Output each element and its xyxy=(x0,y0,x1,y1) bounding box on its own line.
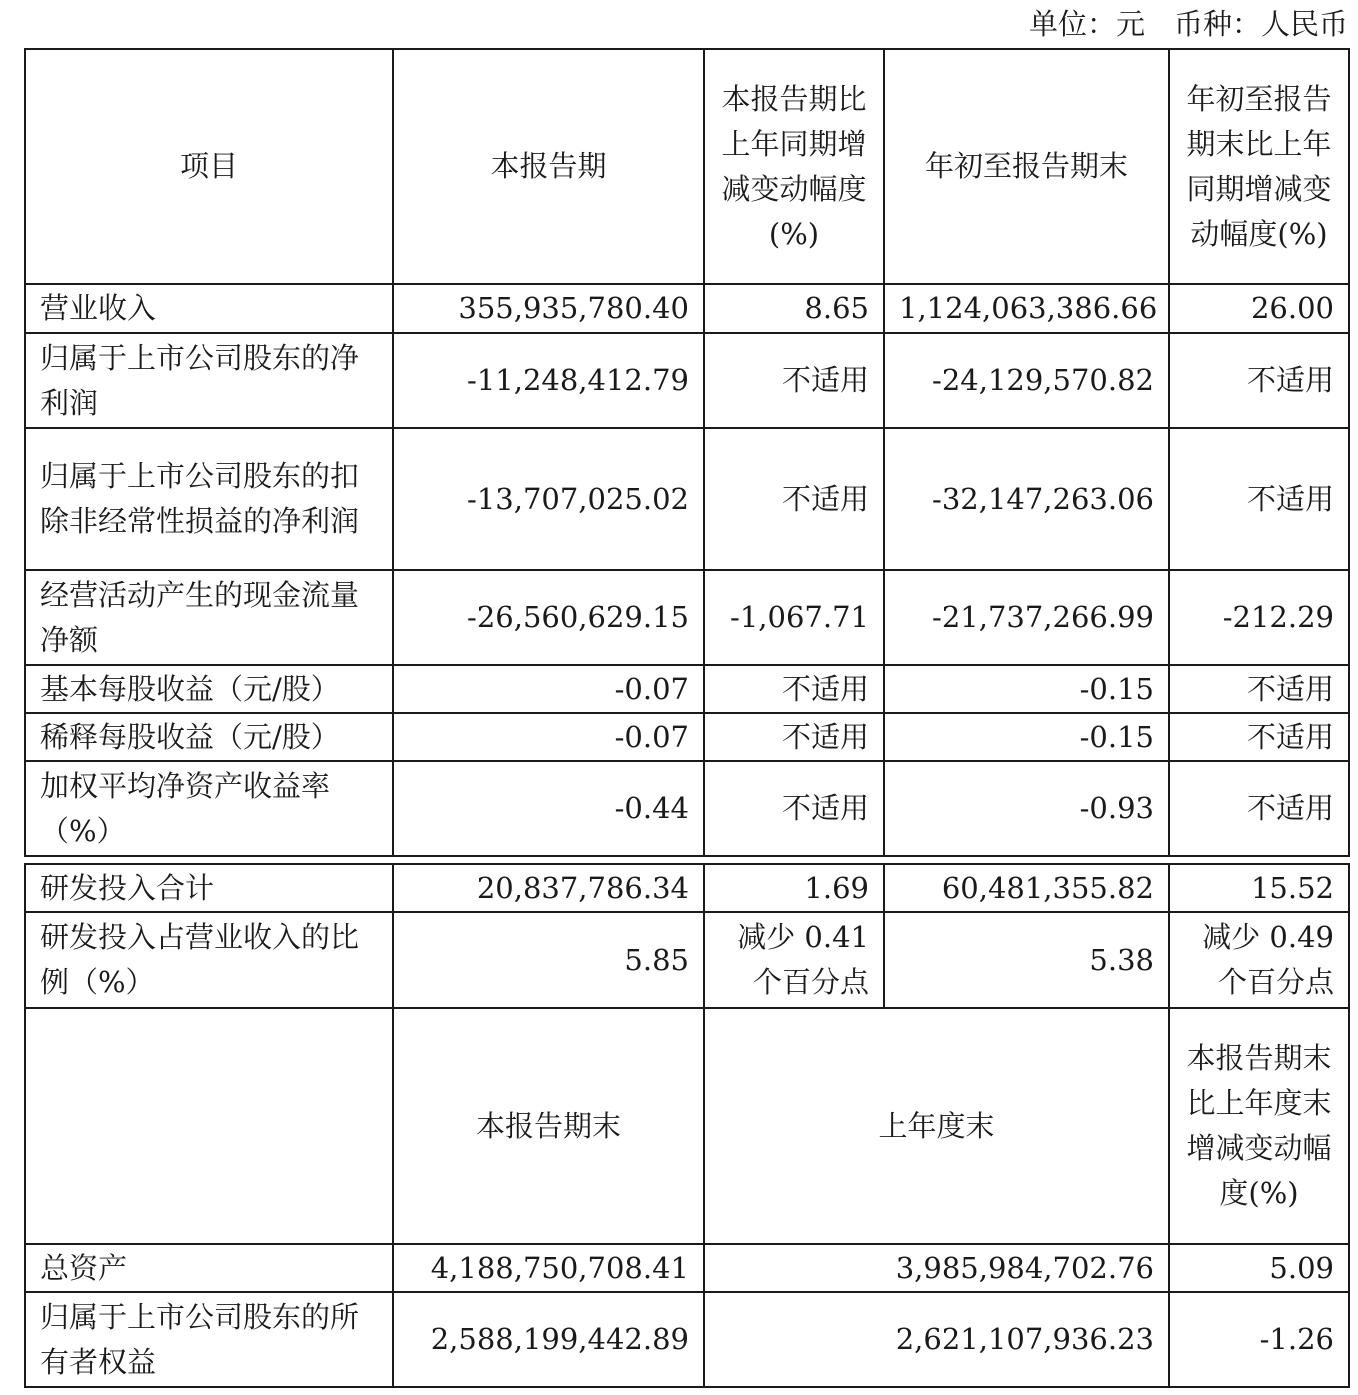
header-item xyxy=(25,1008,393,1244)
cell-current-period: -13,707,025.02 xyxy=(393,428,704,570)
cell-current-period-change: -1,067.71 xyxy=(704,570,884,665)
header-current-period-change: 本报告期比上年同期增减变动幅度(%) xyxy=(704,49,884,284)
table-row xyxy=(25,713,1349,761)
cell-period-end-change: -1.26 xyxy=(1169,1292,1349,1387)
cell-current-period: -0.07 xyxy=(393,665,704,713)
cell-ytd-change: 不适用 xyxy=(1169,333,1349,428)
cell-current-period: 20,837,786.34 xyxy=(393,864,704,912)
cell-current-period-change: 8.65 xyxy=(704,284,884,333)
table-row xyxy=(25,570,1349,665)
balance-header-row xyxy=(25,1008,1349,1244)
cell-current-period: 5.85 xyxy=(393,912,704,1008)
cell-prior-year-end: 3,985,984,702.76 xyxy=(704,1244,1169,1292)
cell-period-end: 2,588,199,442.89 xyxy=(393,1292,704,1387)
cell-current-period: 355,935,780.40 xyxy=(393,284,704,333)
row-label: 归属于上市公司股东的所有者权益 xyxy=(25,1292,393,1387)
cell-ytd: -21,737,266.99 xyxy=(884,570,1169,665)
table-row xyxy=(25,428,1349,570)
header-item: 项目 xyxy=(25,49,393,284)
row-label: 归属于上市公司股东的扣除非经常性损益的净利润 xyxy=(25,428,393,570)
cell-current-period-change: 不适用 xyxy=(704,665,884,713)
table-row xyxy=(25,665,1349,713)
cell-ytd: -0.15 xyxy=(884,665,1169,713)
cell-ytd-change: 减少 0.49 个百分点 xyxy=(1169,912,1349,1008)
cell-ytd-change: 15.52 xyxy=(1169,864,1349,912)
row-label: 经营活动产生的现金流量净额 xyxy=(25,570,393,665)
table-header-row xyxy=(25,49,1349,284)
header-ytd-change: 年初至报告期末比上年同期增减变动幅度(%) xyxy=(1169,49,1349,284)
table-row xyxy=(25,284,1349,333)
cell-ytd-change: -212.29 xyxy=(1169,570,1349,665)
cell-ytd: -0.15 xyxy=(884,713,1169,761)
cell-current-period-change: 1.69 xyxy=(704,864,884,912)
cell-ytd: -24,129,570.82 xyxy=(884,333,1169,428)
table-row xyxy=(25,864,1349,912)
cell-ytd-change: 26.00 xyxy=(1169,284,1349,333)
row-label: 加权平均净资产收益率（%） xyxy=(25,761,393,856)
row-label: 总资产 xyxy=(25,1244,393,1292)
cell-current-period-change: 不适用 xyxy=(704,428,884,570)
cell-current-period: -0.44 xyxy=(393,761,704,856)
row-label: 基本每股收益（元/股） xyxy=(25,665,393,713)
cell-ytd-change: 不适用 xyxy=(1169,428,1349,570)
table-row xyxy=(25,761,1349,856)
cell-current-period: -11,248,412.79 xyxy=(393,333,704,428)
header-current-period: 本报告期 xyxy=(393,49,704,284)
header-period-end: 本报告期末 xyxy=(393,1008,704,1244)
row-label: 研发投入合计 xyxy=(25,864,393,912)
cell-ytd: -32,147,263.06 xyxy=(884,428,1169,570)
row-label: 稀释每股收益（元/股） xyxy=(25,713,393,761)
header-prior-year-end: 上年度末 xyxy=(704,1008,1169,1244)
cell-current-period: -0.07 xyxy=(393,713,704,761)
table-row xyxy=(25,912,1349,1008)
cell-prior-year-end: 2,621,107,936.23 xyxy=(704,1292,1169,1387)
header-ytd: 年初至报告期末 xyxy=(884,49,1169,284)
cell-ytd: -0.93 xyxy=(884,761,1169,856)
cell-ytd-change: 不适用 xyxy=(1169,713,1349,761)
cell-ytd: 60,481,355.82 xyxy=(884,864,1169,912)
table-row xyxy=(25,333,1349,428)
cell-current-period: -26,560,629.15 xyxy=(393,570,704,665)
header-period-end-change: 本报告期末比上年度末增减变动幅度(%) xyxy=(1169,1008,1349,1244)
cell-ytd-change: 不适用 xyxy=(1169,665,1349,713)
cell-ytd: 5.38 xyxy=(884,912,1169,1008)
cell-period-end-change: 5.09 xyxy=(1169,1244,1349,1292)
cell-current-period-change: 不适用 xyxy=(704,761,884,856)
key-financials-table xyxy=(24,48,1350,857)
cell-current-period-change: 减少 0.41 个百分点 xyxy=(704,912,884,1008)
table-row xyxy=(25,1244,1349,1292)
unit-currency-note: 单位：元 币种：人民币 xyxy=(1028,7,1348,41)
cell-ytd-change: 不适用 xyxy=(1169,761,1349,856)
cell-ytd: 1,124,063,386.66 xyxy=(884,284,1169,333)
cell-current-period-change: 不适用 xyxy=(704,333,884,428)
rd-and-balance-table xyxy=(24,863,1350,1388)
table-row xyxy=(25,1292,1349,1387)
row-label: 归属于上市公司股东的净利润 xyxy=(25,333,393,428)
row-label: 研发投入占营业收入的比例（%） xyxy=(25,912,393,1008)
cell-period-end: 4,188,750,708.41 xyxy=(393,1244,704,1292)
cell-current-period-change: 不适用 xyxy=(704,713,884,761)
row-label: 营业收入 xyxy=(25,284,393,333)
